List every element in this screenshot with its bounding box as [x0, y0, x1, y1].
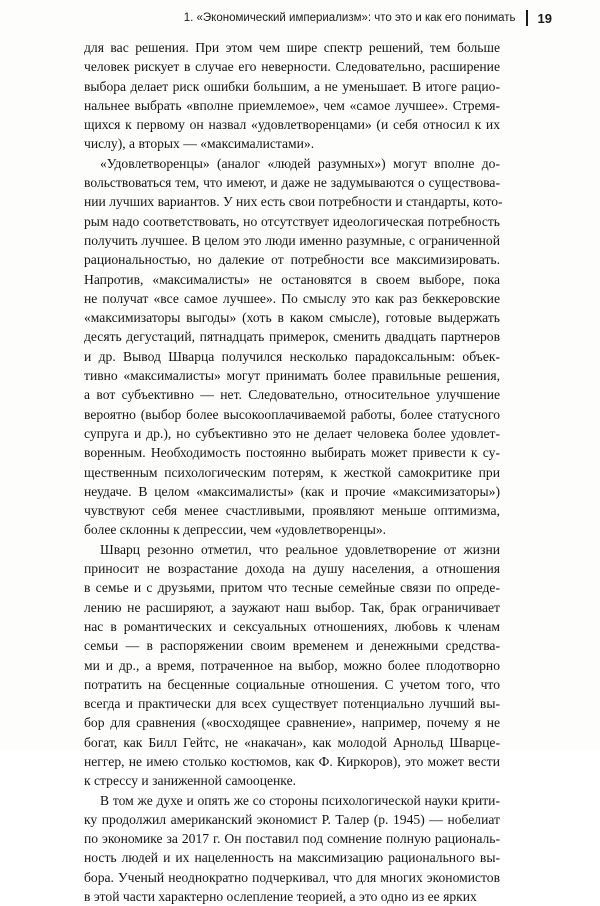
text-line: нас в романтических и сексуальных отношениях, любовь к членам: [84, 618, 500, 634]
text-line: получить лучшее. В целом это люди именно разумные, с ограниченной: [84, 232, 500, 248]
text-line: рациональностью, но далекие от потребности все максимизировать.: [84, 252, 500, 268]
text-line: неггер, не имею столько костюмов, как Ф. Киркоров), это может вести: [84, 753, 500, 769]
text-line: приносит не возрастание дохода на душу населения, а отношения: [84, 561, 500, 577]
text-line: а вот субъективно — нет. Следовательно, относительное улучшение: [84, 387, 500, 403]
text-line: Напротив, «максималисты» не остановятся в своем выборе, пока: [84, 271, 500, 287]
text-line: вероятно (выбор более высокооплачиваемой работы, более статусного: [84, 406, 500, 422]
text-line: вольствоваться тем, что имеют, и даже не задумываются о существова-: [84, 175, 500, 191]
paragraph: [84, 791, 500, 906]
text-line: воренным. Необходимость постоянно выбирать может привести к су-: [84, 445, 500, 461]
paragraph: [84, 540, 500, 791]
body-text: [84, 38, 503, 906]
text-line: В том же духе и опять же со стороны психологической науки крити-: [100, 792, 500, 808]
text-line: рым надо соответствовать, но отсутствует идеологическая потребность: [84, 213, 500, 229]
text-line: лению не расширяют, а заужают наш выбор. Так, брак ограничивает: [84, 599, 500, 615]
text-line: «максимизаторы выгоды» (хоть в каком смысле), готовые выдержать: [84, 310, 500, 326]
text-line: «Удовлетворенцы» (аналог «людей разумных») могут вполне до-: [100, 155, 500, 171]
text-line: по экономике за 2017 г. Он поставил под сомнение полную рациональ-: [84, 831, 500, 847]
text-line: бор для сравнения («восходящее сравнение», например, почему я не: [84, 715, 500, 731]
text-line: десять дегустаций, пятнадцать примерок, сменить двадцать партнеров: [84, 329, 500, 345]
page-number: 19: [537, 10, 552, 26]
text-line: не получат «все самое лучшее». По смыслу это как раз беккеровские: [84, 290, 500, 306]
text-line: ми и др., а время, потраченное на выбор, можно более плодотворно: [84, 657, 500, 673]
text-line: ность людей и их нацеленность на максимизацию рационального вы-: [84, 850, 500, 866]
text-line: богат, как Билл Гейтс, не «накачан», как молодой Арнольд Шварце-: [84, 734, 500, 750]
paragraph: [84, 38, 500, 154]
text-line: нии лучших вариантов. У них есть свои потребности и стандарты, кото-: [84, 194, 503, 210]
text-line: и др. Вывод Шварца получился несколько парадоксальным: объек-: [84, 348, 500, 364]
text-line: в этой части характерно ослепление теорией, а это одно из ее ярких: [84, 889, 477, 905]
text-line: чувствуют себя менее счастливыми, проявляют меньше оптимизма,: [84, 503, 500, 519]
text-line: для вас решения. При этом чем шире спектр решений, тем больше: [84, 40, 500, 55]
text-line: всегда и практически для всех существует потенциально лучший вы-: [84, 696, 500, 712]
text-line: щихся к первому он назвал «удовлетворенцами» (и себя относил к их: [84, 117, 500, 133]
running-header: [92, 4, 552, 32]
text-line: щественным психологическим потерям, к жесткой самокритике при: [84, 464, 500, 480]
text-line: к стрессу и заниженной самооценке.: [84, 773, 296, 789]
text-line: нальнее выбрать «вполне приемлемое», чем «самое лучшее». Стремя-: [84, 97, 500, 113]
text-line: тивно «максималисты» могут принимать более правильные решения,: [84, 368, 500, 384]
chapter-title: 1. «Экономический империализм»: что это и как его понимать: [183, 12, 516, 24]
text-line: выбора делает риск ошибки большим, а не уменьшает. В итоге рацио-: [84, 78, 500, 94]
text-line: Шварц резонно отметил, что реальное удовлетворение от жизни: [100, 541, 500, 557]
header-divider: [526, 10, 528, 26]
text-line: неудаче. В целом «максималисты» (как и прочие «максимизаторы»): [84, 483, 500, 499]
text-line: потратить на бесценные социальные отношения. С учетом того, что: [84, 676, 500, 692]
text-line: ку продолжил американский экономист Р. Талер (р. 1945) — нобелиат: [84, 811, 500, 827]
text-line: семьи — в распоряжении своим временем и денежными средства-: [84, 638, 500, 654]
text-line: числу), а вторых — «максималистами».: [84, 136, 315, 152]
text-line: супруга и др.), но субъективно это не делает человека более удовлет-: [84, 425, 500, 441]
text-line: человек рискует в случае его неверности. Следовательно, расширение: [84, 59, 500, 75]
paragraph: [84, 154, 503, 540]
text-line: более склонны к депрессии, чем «удовлетворенцы».: [84, 522, 387, 538]
text-line: бора. Ученый неоднократно подчеркивал, что для многих экономистов: [84, 869, 500, 885]
text-line: в семье и с друзьями, притом что тесные семейные связи по опреде-: [84, 580, 500, 596]
